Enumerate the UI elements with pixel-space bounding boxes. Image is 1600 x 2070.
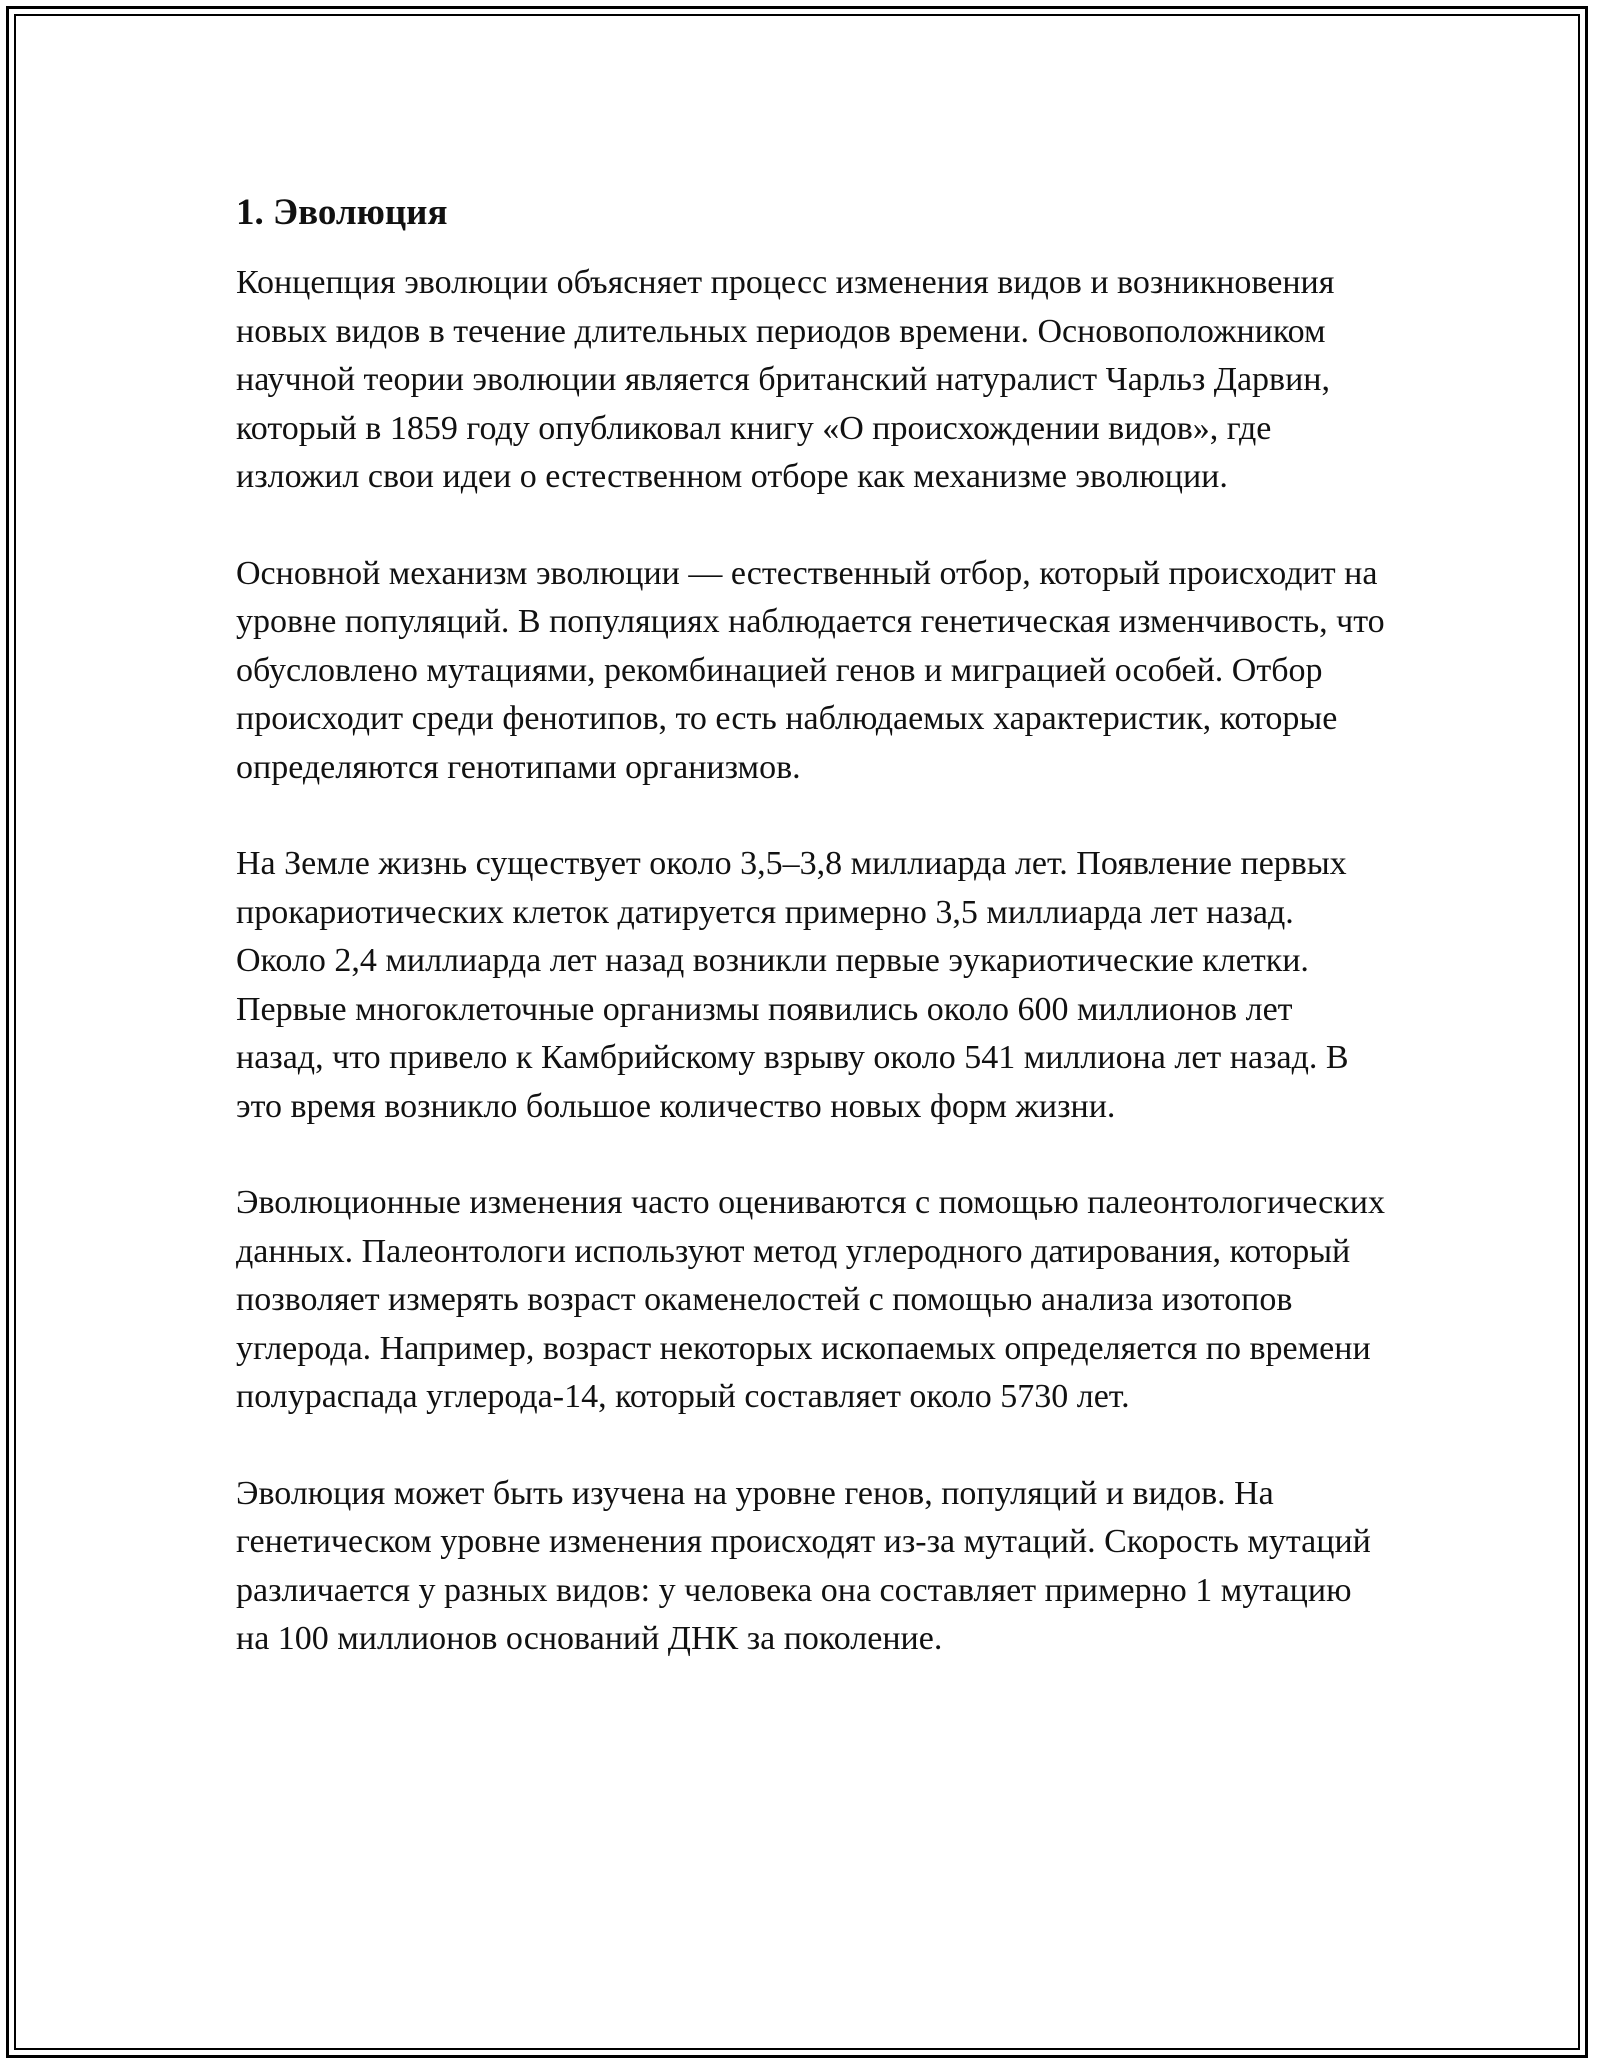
paragraph-concept: Концепция эволюции объясняет процесс изменения видов и возникновения новых видов в течение длительных периодов времени. Основоположником научной теории эволюции является британский натуралист Чарльз Дарвин, который в 1859 году опубликовал книгу «О происхождении видов», где изложил свои идеи о естественном отборе как механизме эволюции. xyxy=(236,264,1335,495)
paragraph-levels: Эволюция может быть изучена на уровне генов, популяций и видов. На генетическом уровне изменения происходят из-за мутаций. Скорость мутаций различается у разных видов: у человека она составляет примерно 1 мутацию на 100 миллионов оснований ДНК за поколение. xyxy=(236,1474,1371,1657)
paragraph-timeline: На Земле жизнь существует около 3,5–3,8 миллиарда лет. Появление первых прокариотических клеток датируется примерно 3,5 миллиарда лет назад. Около 2,4 миллиарда лет назад возникли первые эукариотические клетки. Первые многоклеточные организмы появились около 600 миллионов лет назад, что привело к Камбрийскому взрыву около 541 миллиона лет назад. В это время возникло большое количество новых форм жизни. xyxy=(236,845,1349,1125)
section-heading: 1. Эволюция xyxy=(236,192,448,233)
paragraph-mechanism: Основной механизм эволюции — естественный отбор, который происходит на уровне популяций. В популяциях наблюдается генетическая изменчивость, что обусловлено мутациями, рекомбинацией генов и миграцией особей. Отбор происходит среди фенотипов, то есть наблюдаемых характеристик, которые определяются генотипами организмов. xyxy=(236,554,1385,786)
paragraph-dating: Эволюционные изменения часто оцениваются с помощью палеонтологических данных. Палеонтологи используют метод углеродного датирования, который позволяет измерять возраст окаменелостей с помощью анализа изотопов углерода. Например, возраст некоторых ископаемых определяется по времени полураспада углерода-14, который составляет около 5730 лет. xyxy=(236,1184,1385,1415)
document-body xyxy=(236,185,1386,1712)
